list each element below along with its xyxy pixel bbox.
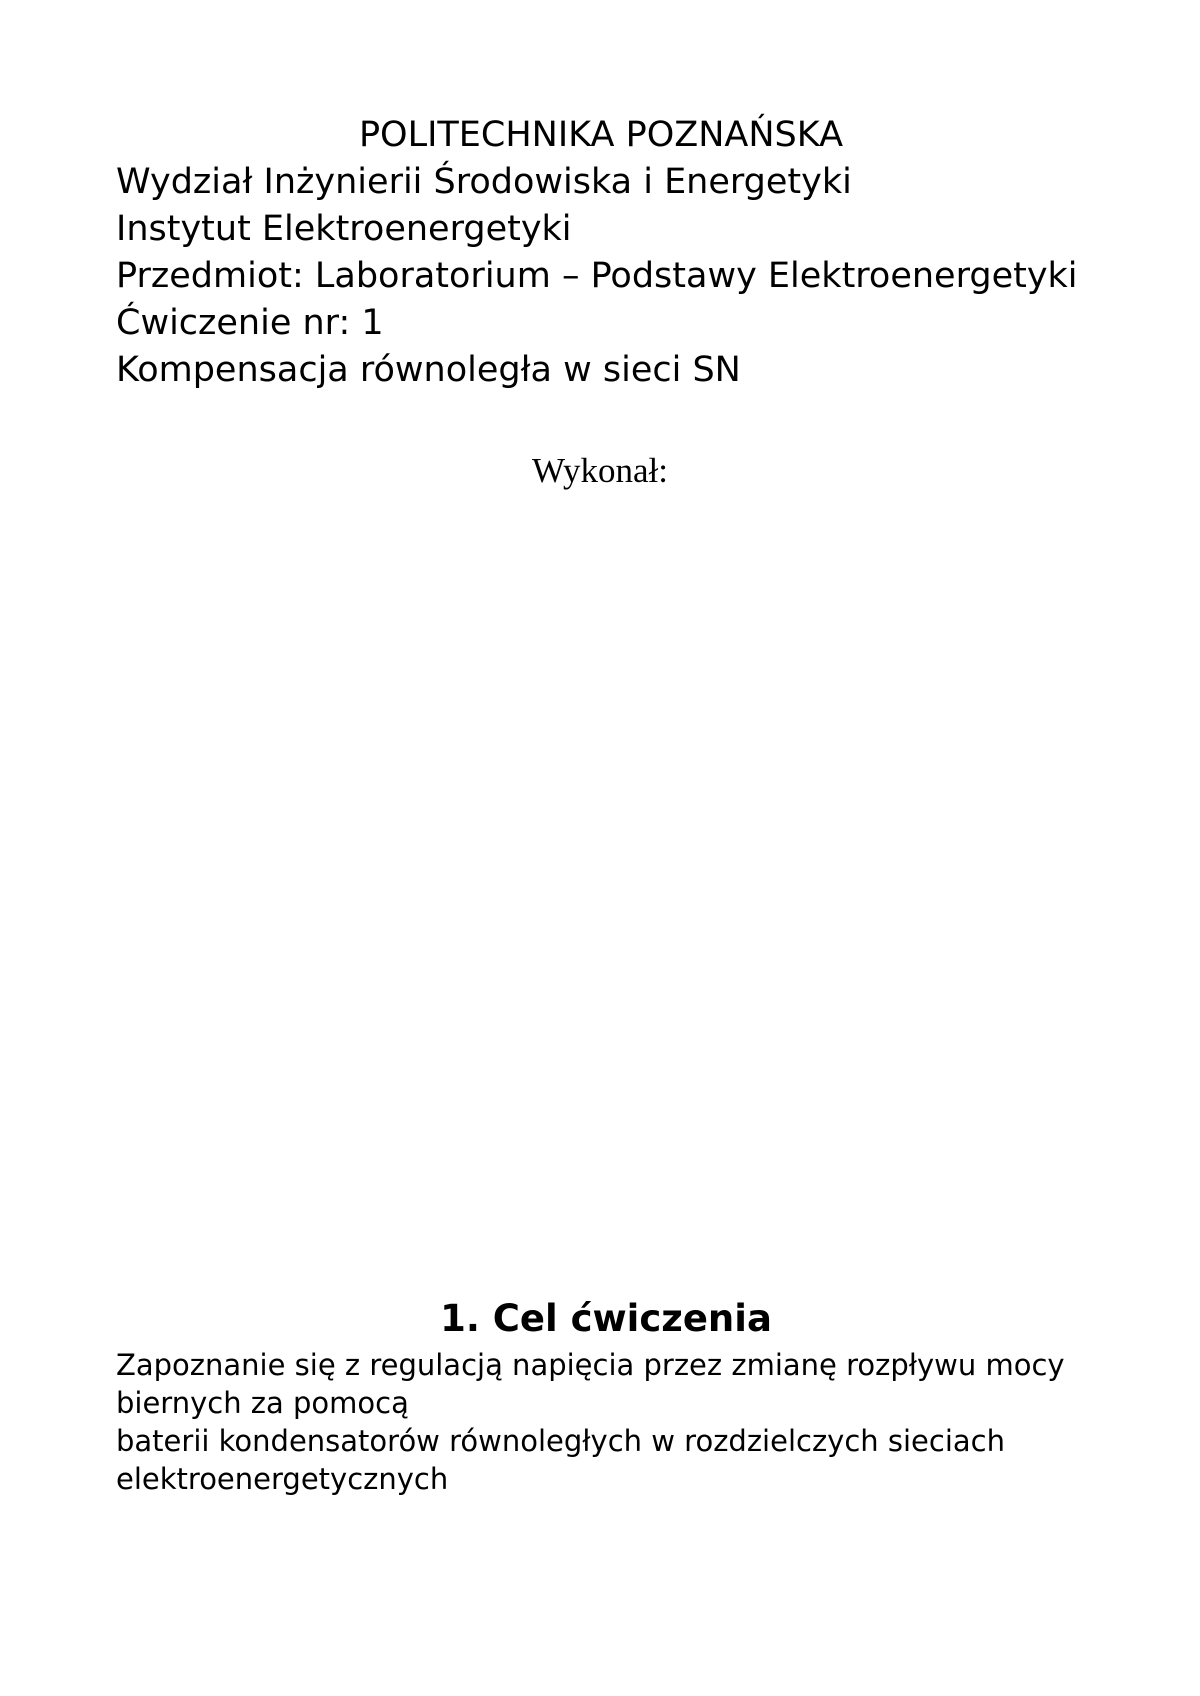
title-block bbox=[116, 112, 1086, 394]
subject-line: Przedmiot: Laboratorium – Podstawy Elektroenergetyki bbox=[116, 256, 1078, 296]
section-body-line: baterii kondensatorów równoległych w rozdzielczych sieciach elektroenergetycznych bbox=[116, 1424, 1005, 1496]
section-body-line: Zapoznanie się z regulacją napięcia przez zmianę rozpływu mocy biernych za pomocą bbox=[116, 1348, 1065, 1420]
exercise-topic: Kompensacja równoległa w sieci SN bbox=[116, 350, 741, 390]
section-goal bbox=[116, 1294, 1096, 1498]
institute-name: Instytut Elektroenergetyki bbox=[116, 209, 572, 249]
section-title: 1. Cel ćwiczenia bbox=[440, 1297, 772, 1340]
exercise-number: Ćwiczenie nr: 1 bbox=[116, 303, 384, 343]
section-body bbox=[116, 1346, 1096, 1498]
author-label: Wykonał: bbox=[532, 451, 668, 490]
faculty-name: Wydział Inżynierii Środowiska i Energetyki bbox=[116, 162, 852, 202]
university-name: POLITECHNIKA POZNAŃSKA bbox=[358, 115, 844, 155]
